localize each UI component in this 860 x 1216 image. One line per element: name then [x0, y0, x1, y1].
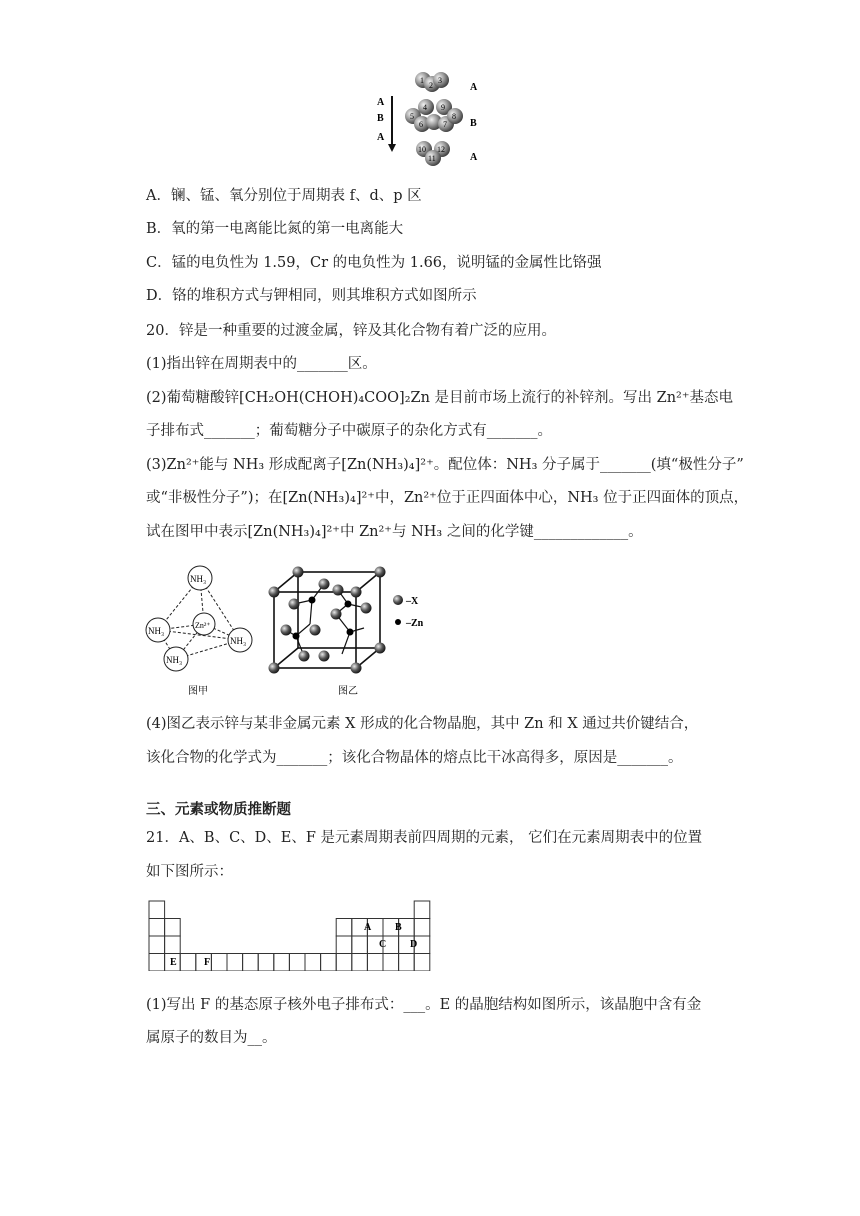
table-cell	[227, 954, 243, 972]
layer-label-left-3: A	[377, 132, 385, 143]
nh3-label-bottom: NH₃	[166, 655, 183, 665]
table-cell	[414, 954, 430, 972]
q20-part4-line2: 该化合物的化学式为_______；该化合物晶体的熔点比干冰高得多，原因是_______。	[146, 750, 683, 766]
zn-ion-label: Zn²⁺	[195, 621, 211, 630]
table-cell	[336, 936, 352, 954]
atom-label-2: 2	[429, 81, 433, 90]
section-heading: 三、元素或物质推断题	[146, 802, 291, 818]
layer-label-right-2: B	[470, 118, 477, 129]
figure-yi-caption: 图乙	[338, 686, 358, 697]
figure-jia	[144, 562, 264, 700]
q21-stem-line1: 21．A、B、C、D、E、F 是元素周期表前四周期的元素， 它们在元素周期表中的位置	[146, 830, 703, 846]
q20-stem: 20．锌是一种重要的过渡金属，锌及其化合物有着广泛的应用。	[146, 323, 556, 339]
q20-part3-line1: (3)Zn²⁺能与 NH₃ 形成配离子[Zn(NH₃)₄]²⁺。配位体：NH₃ 分子属于_______(填“极性分子”	[146, 457, 744, 473]
table-cell	[305, 954, 321, 972]
atom-label-8: 8	[452, 112, 456, 121]
table-cell	[243, 954, 259, 972]
q21-part1-line2: 属原子的数目为__。	[146, 1030, 277, 1046]
table-cell	[149, 901, 165, 919]
nh3-label-left: NH₃	[148, 626, 165, 636]
atom-label-12: 12	[437, 145, 445, 154]
legend-zn-label: –Zn	[406, 618, 424, 629]
atom-label-9: 9	[441, 103, 445, 112]
q20-part3-line2: 或“非极性分子”)；在[Zn(NH₃)₄]²⁺中，Zn²⁺位于正四面体中心，NH₃ 位于正四面体的顶点，	[146, 490, 749, 506]
layer-label-right-1: A	[470, 82, 478, 93]
q20-part4-line1: (4)图乙表示锌与某非金属元素 X 形成的化合物晶胞，其中 Zn 和 X 通过共价键结合，	[146, 716, 699, 732]
table-cell	[274, 954, 290, 972]
option-a: A．镧、锰、氧分别位于周期表 f、d、p 区	[146, 188, 422, 204]
layer-label-left-2: B	[377, 113, 384, 124]
layer-label-left-1: A	[377, 97, 385, 108]
atom-label-5: 5	[410, 112, 414, 121]
stack-arrow-head	[388, 144, 396, 152]
table-cell	[180, 954, 196, 972]
legend-x-label: –X	[406, 596, 419, 607]
q21-stem-line2: 如下图所示：	[146, 864, 233, 880]
q21-part1-line1: (1)写出 F 的基态原子核外电子排布式：___。E 的晶胞结构如图所示，该晶胞中含有金	[146, 997, 702, 1013]
cell-c: C	[379, 939, 387, 950]
table-cell	[149, 919, 165, 937]
atom-label-6: 6	[419, 120, 423, 129]
table-cell	[211, 954, 227, 972]
option-b: B．氧的第一电离能比氮的第一电离能大	[146, 221, 404, 237]
atom-label-3: 3	[438, 76, 442, 85]
atom-label-7: 7	[443, 120, 447, 129]
table-cell	[336, 954, 352, 972]
table-cell	[149, 954, 165, 972]
stacking-figure	[370, 68, 490, 170]
atom-label-1: 1	[420, 76, 424, 85]
table-cell	[367, 954, 383, 972]
table-cell	[414, 919, 430, 937]
cell-e: E	[170, 957, 177, 968]
q20-part1: (1)指出锌在周期表中的_______区。	[146, 356, 377, 372]
cell-a: A	[364, 922, 372, 933]
table-cell	[321, 954, 337, 972]
table-cell	[352, 954, 368, 972]
periodic-table-figure	[146, 899, 446, 971]
table-cell	[149, 936, 165, 954]
table-cell	[336, 919, 352, 937]
atom-label-11: 11	[428, 154, 436, 163]
q20-part2-line2: 子排布式_______；葡萄糖分子中碳原子的杂化方式有_______。	[146, 423, 552, 439]
atom-label-4: 4	[423, 103, 427, 112]
table-cell	[289, 954, 305, 972]
cell-b: B	[395, 922, 402, 933]
q20-part3-line3: 试在图甲中表示[Zn(NH₃)₄]²⁺中 Zn²⁺与 NH₃ 之间的化学键_____________。	[146, 524, 643, 540]
layer-label-right-3: A	[470, 152, 478, 163]
nh3-label-top: NH₃	[190, 574, 207, 584]
option-c: C．锰的电负性为 1.59，Cr 的电负性为 1.66，说明锰的金属性比铬强	[146, 255, 602, 271]
cell-d: D	[410, 939, 418, 950]
cell-f: F	[204, 957, 211, 968]
table-cell	[383, 954, 399, 972]
table-cell	[352, 936, 368, 954]
q20-part2-line1: (2)葡萄糖酸锌[CH₂OH(CHOH)₄COO]₂Zn 是目前市场上流行的补锌剂。写出 Zn²⁺基态电	[146, 390, 734, 406]
table-cell	[399, 954, 415, 972]
table-cell	[165, 919, 181, 937]
table-cell	[258, 954, 274, 972]
figure-jia-caption: 图甲	[188, 686, 208, 697]
option-d: D．铬的堆积方式与钾相同，则其堆积方式如图所示	[146, 288, 477, 304]
nh3-label-right: NH₃	[230, 636, 247, 646]
atom-label-10: 10	[418, 145, 426, 154]
table-cell	[414, 901, 430, 919]
figure-yi	[260, 560, 440, 702]
table-cell	[165, 936, 181, 954]
